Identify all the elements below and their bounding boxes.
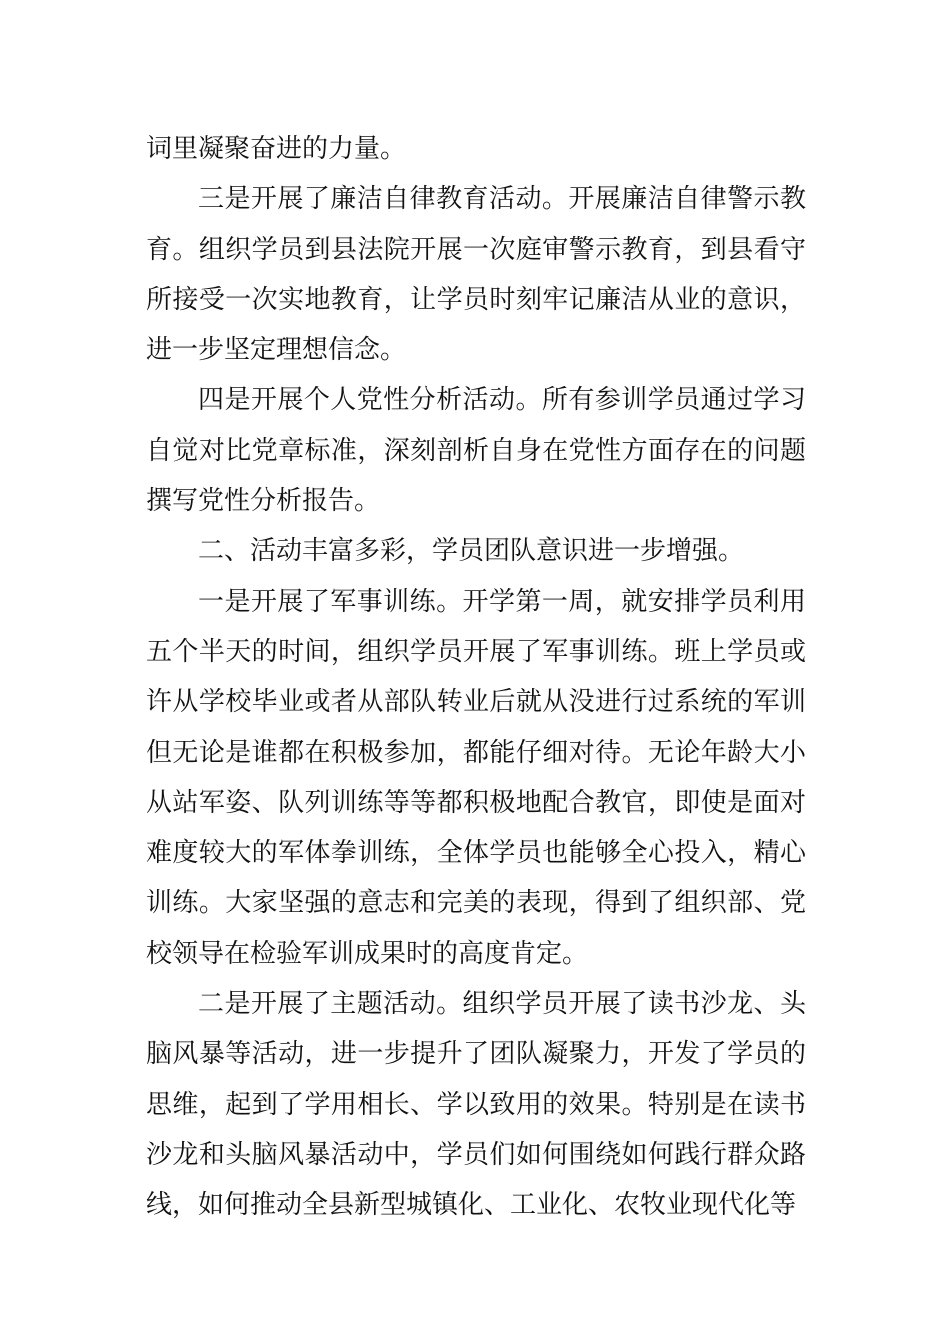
paragraph-continuation: 词里凝聚奋进的力量。 — [146, 134, 407, 164]
paragraph-military-training: 一是开展了军事训练。开学第一周，就安排学员利用五个半天的时间，组织学员开展了军事训练。班上学员或许从学校毕业或者从部队转业后就从没进行过系统的军训但无论是谁都在积极参加，都能仔细对待。无论年龄大小从站军姿、队列训练等等都积极地配合教官，即使是面对难度较大的军体拳训练，全体学员也能够全心投入，精心训练。大家坚强的意志和完美的表现，得到了组织部、党校领导在检验军训成果时的高度肯定。 — [146, 586, 806, 969]
document-page — [146, 124, 806, 1231]
paragraph-party-analysis: 四是开展个人党性分析活动。所有参训学员通过学习自觉对比党章标准，深刻剖析自身在党性方面存在的问题撰写党性分析报告。 — [146, 385, 806, 517]
paragraph-integrity-education: 三是开展了廉洁自律教育活动。开展廉洁自律警示教育。组织学员到县法院开展一次庭审警示教育，到县看守所接受一次实地教育，让学员时刻牢记廉洁从业的意识，进一步坚定理想信念。 — [146, 184, 806, 366]
section-heading-activities: 二、活动丰富多彩，学员团队意识进一步增强。 — [198, 536, 745, 567]
paragraph-theme-activities: 二是开展了主题活动。组织学员开展了读书沙龙、头脑风暴等活动，进一步提升了团队凝聚力，开发了学员的思维，起到了学用相长、学以致用的效果。特别是在读书沙龙和头脑风暴活动中，学员们如何围绕如何践行群众路线，如何推动全县新型城镇化、工业化、农牧业现代化等 — [146, 989, 806, 1221]
